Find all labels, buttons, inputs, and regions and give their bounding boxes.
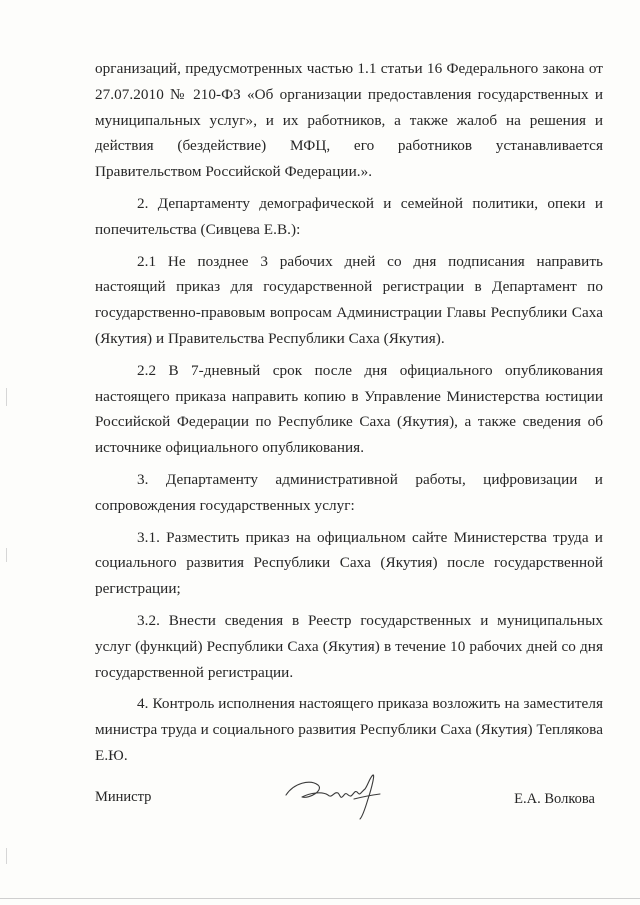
scan-artifact xyxy=(6,548,7,562)
signer-name: Е.А. Волкова xyxy=(514,791,595,807)
scan-artifact xyxy=(6,848,7,864)
document-body xyxy=(95,56,603,769)
paragraph-item-2-1: 2.1 Не позднее 3 рабочих дней со дня подписания направить настоящий приказ для государственной регистрации в Департамент по государственно-правовым вопросам Администрации Главы Республики Саха (Якутия) и Правительства Республики Саха (Якутия). xyxy=(95,252,603,347)
signer-role: Министр xyxy=(95,789,152,805)
paragraph-continuation: организаций, предусмотренных частью 1.1 статьи 16 Федерального закона от 27.07.2010 № 210-ФЗ «Об организации предоставления государственных и муниципальных услуг», и их работников, а также жалоб на решения и действия (бездействие) МФЦ, его работников устанавливается Правительством Российской Федерации.». xyxy=(95,60,603,181)
paragraph-item-3-2: 3.2. Внести сведения в Реестр государственных и муниципальных услуг (функций) Республики Саха (Якутия) в течение 10 рабочих дней со дня государственной регистрации. xyxy=(95,611,603,681)
signature-block xyxy=(95,783,603,823)
paragraph-item-3: 3. Департаменту административной работы, цифровизации и сопровождения государственных услуг: xyxy=(95,470,603,514)
paragraph-item-4: 4. Контроль исполнения настоящего приказа возложить на заместителя министра труда и социального развития Республики Саха (Якутия) Теплякова Е.Ю. xyxy=(95,695,603,764)
scan-edge-line xyxy=(0,898,640,899)
paragraph-item-2: 2. Департаменту демографической и семейной политики, опеки и попечительства (Сивцева Е.В.): xyxy=(95,194,603,238)
scan-artifact xyxy=(6,388,7,406)
paragraph-item-2-2: 2.2 В 7-дневный срок после дня официального опубликования настоящего приказа направить копию в Управление Министерства юстиции Российской Федерации по Республике Саха (Якутия), а также сведения об источнике официального опубликования. xyxy=(95,361,603,457)
handwritten-signature xyxy=(280,769,390,821)
paragraph-item-3-1: 3.1. Разместить приказ на официальном сайте Министерства труда и социального развития Республики Саха (Якутия) после государственной регистрации; xyxy=(95,528,603,598)
